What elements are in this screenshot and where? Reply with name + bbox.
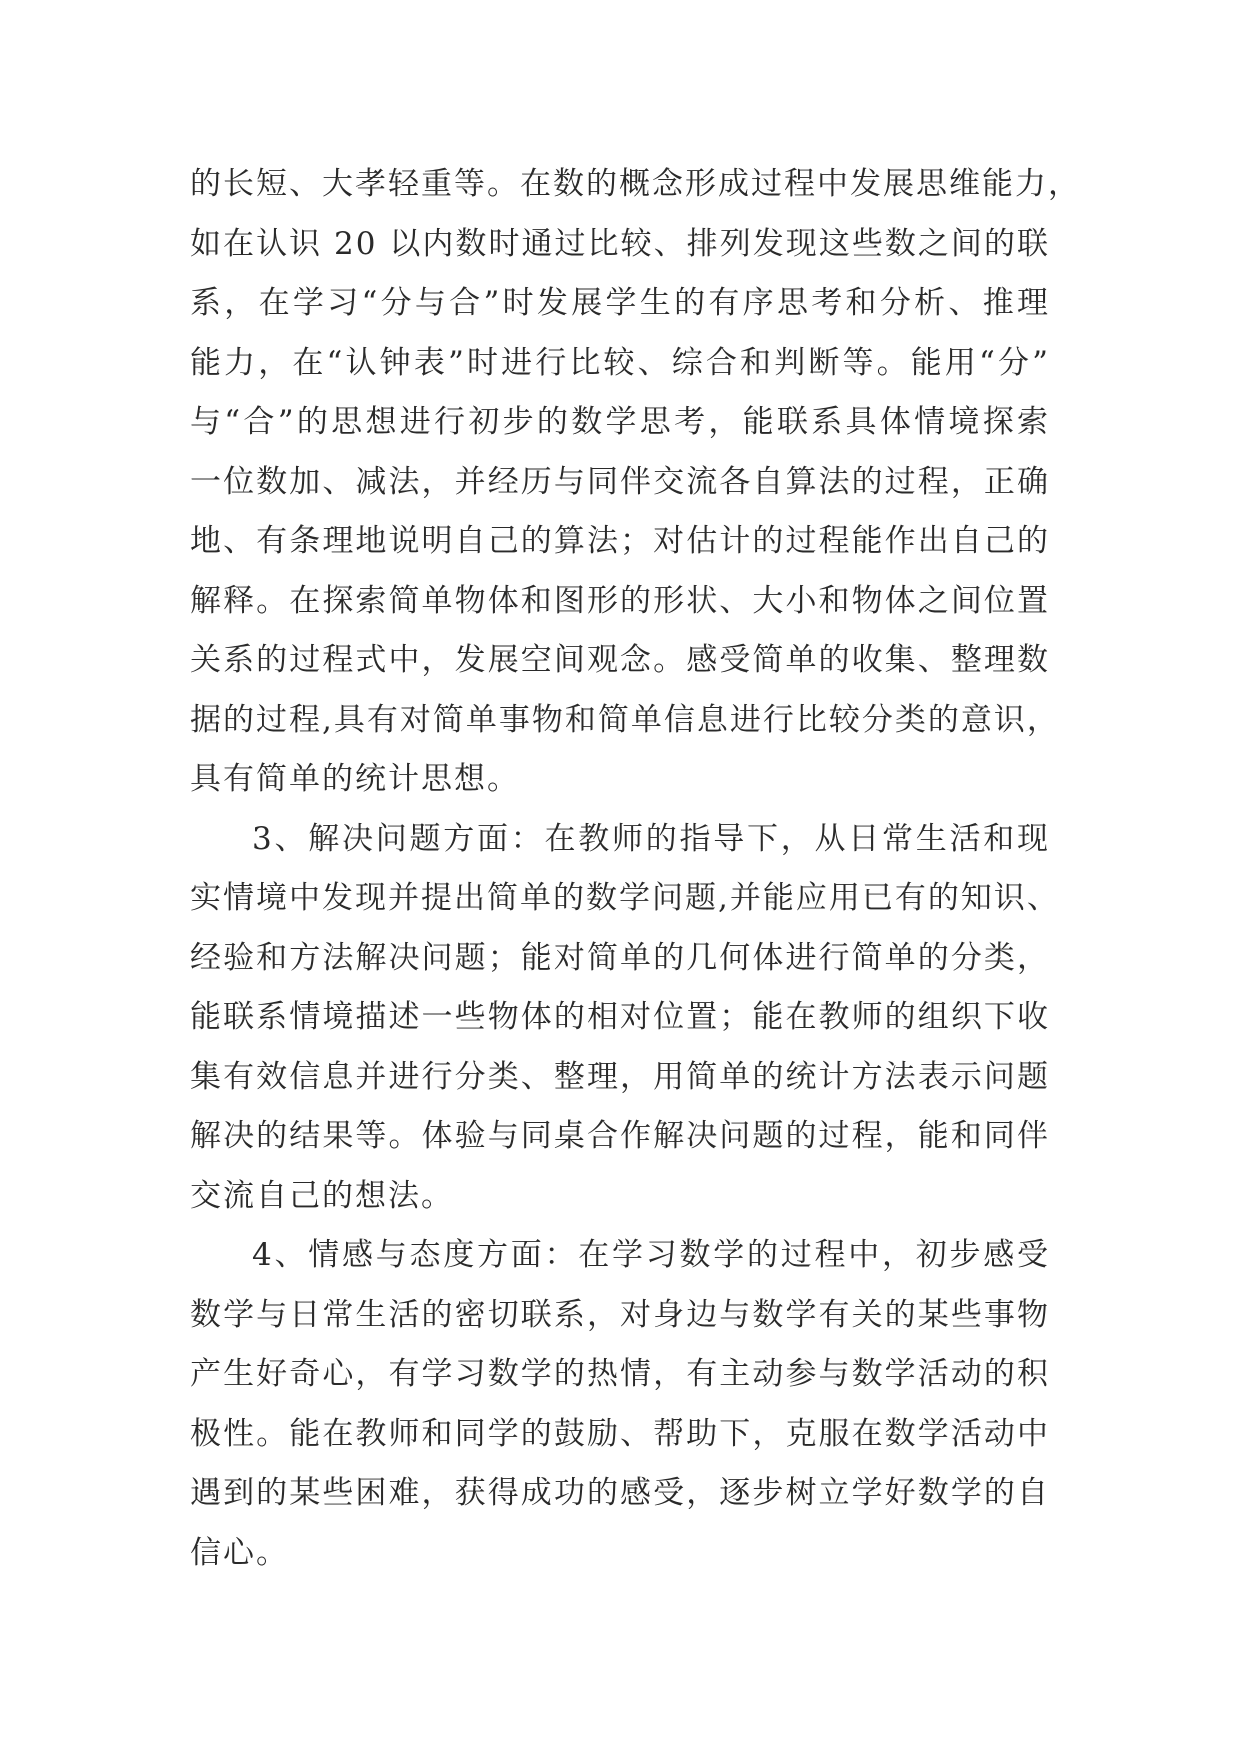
paragraph-3-line-2: 数学与日常生活的密切联系，对身边与数学有关的某些事物 <box>190 1296 1050 1333</box>
paragraph-2-line-5: 集有效信息并进行分类、整理，用简单的统计方法表示问题 <box>190 1058 1050 1095</box>
paragraph-1-line-5: 与“合”的思想进行初步的数学思考，能联系具体情境探索 <box>190 404 1050 440</box>
paragraph-1-line-6: 一位数加、减法，并经历与同伴交流各自算法的过程，正确 <box>190 463 1050 500</box>
paragraph-2-line-1: 3、解决问题方面：在教师的指导下，从日常生活和现 <box>252 820 1050 857</box>
paragraph-1-line-1: 的长短、大孝轻重等。在数的概念形成过程中发展思维能力， <box>190 166 1081 202</box>
paragraph-1-line-8: 解释。在探索简单物体和图形的形状、大小和物体之间位置 <box>190 582 1050 619</box>
paragraph-1-line-9: 关系的过程式中，发展空间观念。感受简单的收集、整理数 <box>190 642 1050 678</box>
paragraph-1-line-2: 如在认识 20 以内数时通过比较、排列发现这些数之间的联 <box>190 225 1050 262</box>
paragraph-3-line-4: 极性。能在教师和同学的鼓励、帮助下，克服在数学活动中 <box>190 1415 1050 1452</box>
paragraph-2-line-7: 交流自己的想法。 <box>190 1177 454 1214</box>
paragraph-3-line-5: 遇到的某些困难，获得成功的感受，逐步树立学好数学的自 <box>190 1475 1050 1511</box>
paragraph-3-line-1: 4、情感与态度方面：在学习数学的过程中，初步感受 <box>252 1237 1050 1273</box>
paragraph-2-line-2: 实情境中发现并提出简单的数学问题,并能应用已有的知识、 <box>190 880 1060 916</box>
paragraph-1-line-10: 据的过程,具有对简单事物和简单信息进行比较分类的意识， <box>190 701 1060 738</box>
paragraph-2-line-4: 能联系情境描述一些物体的相对位置；能在教师的组织下收 <box>190 999 1050 1035</box>
paragraph-2-line-6: 解决的结果等。体验与同桌合作解决问题的过程，能和同伴 <box>190 1118 1050 1154</box>
document-body <box>190 155 1081 1583</box>
paragraph-2-line-3: 经验和方法解决问题；能对简单的几何体进行简单的分类， <box>190 939 1050 976</box>
paragraph-1-line-7: 地、有条理地说明自己的算法；对估计的过程能作出自己的 <box>190 523 1050 559</box>
paragraph-1-line-3: 系，在学习“分与合”时发展学生的有序思考和分析、推理 <box>190 285 1050 321</box>
paragraph-3-line-6: 信心。 <box>190 1534 289 1571</box>
paragraph-3-line-3: 产生好奇心，有学习数学的热情，有主动参与数学活动的积 <box>190 1356 1050 1392</box>
paragraph-1-line-4: 能力，在“认钟表”时进行比较、综合和判断等。能用“分” <box>190 344 1050 381</box>
paragraph-1-line-11: 具有简单的统计思想。 <box>190 761 520 797</box>
